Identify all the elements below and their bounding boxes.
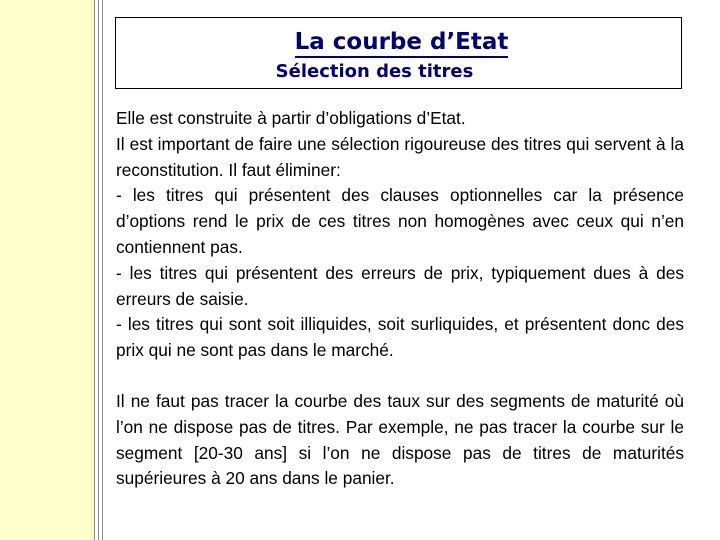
body-paragraph: Il est important de faire une sélection rigoureuse des titres qui servent à la reconstitution. Il faut éliminer:: [116, 133, 684, 180]
body-paragraph: - les titres qui présentent des clauses optionnelles car la présence d’options rend le prix de ces titres non homogènes avec ceux qui n’en contiennent pas.: [116, 185, 684, 257]
side-divider-line: [98, 0, 99, 540]
slide-title-text: La courbe d’Etat: [295, 28, 509, 58]
body-paragraph: Elle est construite à partir d’obligations d’Etat.: [116, 108, 466, 128]
side-divider-line: [102, 0, 103, 540]
body-paragraph: - les titres qui sont soit illiquides, soit surliquides, et présentent donc des prix qui ne sont pas dans le marché.: [116, 314, 684, 361]
slide-body: [116, 106, 684, 492]
side-divider-line: [94, 0, 95, 540]
slide-title: [116, 28, 681, 58]
body-paragraph: Il ne faut pas tracer la courbe des taux sur des segments de maturité où l’on ne dispose pas de titres. Par exemple, ne pas tracer la courbe sur le segment [20-30 ans] si l’on ne dispose pas de titres de maturités supérieures à 20 ans dans le panier.: [116, 390, 684, 489]
title-box: [115, 17, 682, 89]
body-paragraph: - les titres qui présentent des erreurs de prix, typiquement dues à des erreurs de saisie.: [116, 262, 684, 309]
slide-subtitle: Sélection des titres: [275, 61, 474, 82]
side-band: [0, 0, 94, 540]
